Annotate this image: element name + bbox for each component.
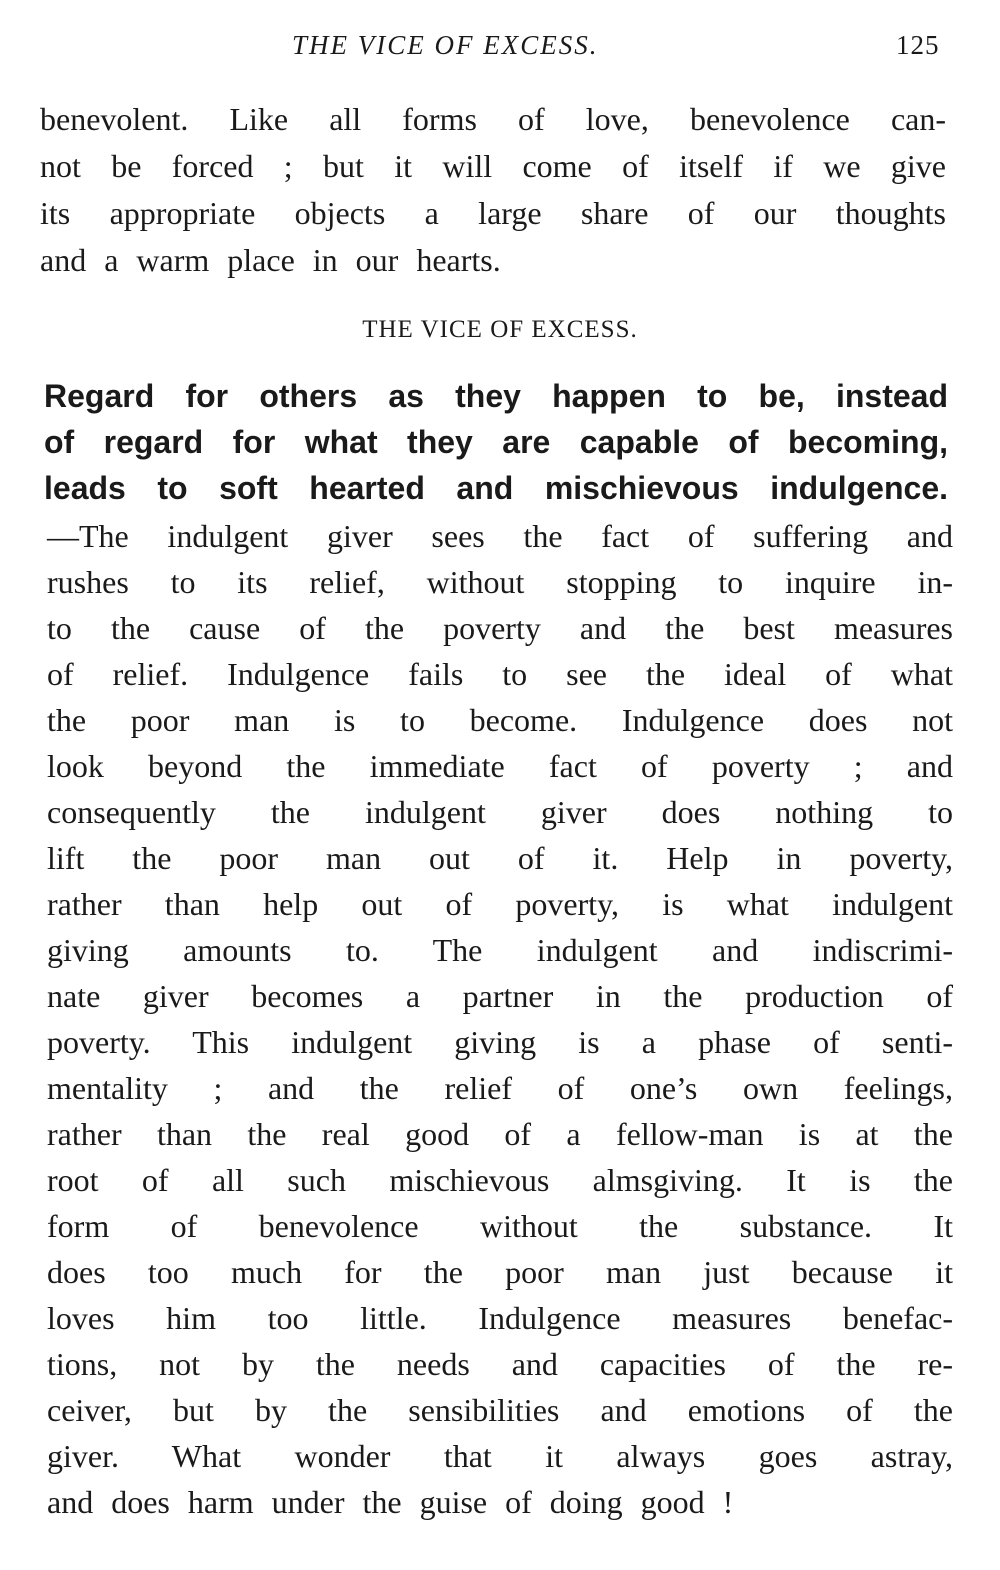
text-line: look beyond the immediate fact of poverty ; and xyxy=(47,748,953,784)
text-line: tions, not by the needs and capacities of the re- xyxy=(47,1346,953,1382)
text-line: ceiver, but by the sensibilities and emotions of the xyxy=(47,1392,953,1428)
text-line: of relief. Indulgence fails to see the ideal of what xyxy=(47,656,953,692)
text-line: rushes to its relief, without stopping to inquire in- xyxy=(47,564,953,600)
text-line: the poor man is to become. Indulgence does not xyxy=(47,702,953,738)
text-line: and does harm under the guise of doing good ! xyxy=(47,1484,734,1520)
text-line: consequently the indulgent giver does nothing to xyxy=(47,794,953,830)
text-line: benevolent. Like all forms of love, benevolence can- xyxy=(40,101,946,137)
section-heading: THE VICE OF EXCESS. xyxy=(362,316,638,343)
text-line: its appropriate objects a large share of our thoughts xyxy=(40,195,946,231)
text-line: loves him too little. Indulgence measures benefac- xyxy=(47,1300,953,1336)
principle-line: Regard for others as they happen to be, instead xyxy=(44,378,948,414)
text-line: rather than the real good of a fellow-man is at the xyxy=(47,1116,953,1152)
text-line: does too much for the poor man just because it xyxy=(47,1254,953,1290)
text-line: rather than help out of poverty, is what indulgent xyxy=(47,886,953,922)
text-line: root of all such mischievous almsgiving. It is the xyxy=(47,1162,953,1198)
text-line: giver. What wonder that it always goes astray, xyxy=(47,1438,953,1474)
principle-line: of regard for what they are capable of becoming, xyxy=(44,424,948,460)
text-line: form of benevolence without the substance. It xyxy=(47,1208,953,1244)
running-title: THE VICE OF EXCESS. xyxy=(292,30,599,60)
page-number: 125 xyxy=(896,30,940,60)
running-header xyxy=(0,30,1000,70)
text-line: poverty. This indulgent giving is a phase of senti- xyxy=(47,1024,953,1060)
text-line: nate giver becomes a partner in the production of xyxy=(47,978,953,1014)
text-line: mentality ; and the relief of one’s own feelings, xyxy=(47,1070,953,1106)
text-line: not be forced ; but it will come of itself if we give xyxy=(40,148,946,184)
text-line: —The indulgent giver sees the fact of suffering and xyxy=(47,518,953,554)
text-line: and a warm place in our hearts. xyxy=(40,242,501,278)
principle-line: leads to soft hearted and mischievous indulgence. xyxy=(44,470,948,506)
text-line: lift the poor man out of it. Help in poverty, xyxy=(47,840,953,876)
text-line: giving amounts to. The indulgent and indiscrimi- xyxy=(47,932,953,968)
text-line: to the cause of the poverty and the best measures xyxy=(47,610,953,646)
